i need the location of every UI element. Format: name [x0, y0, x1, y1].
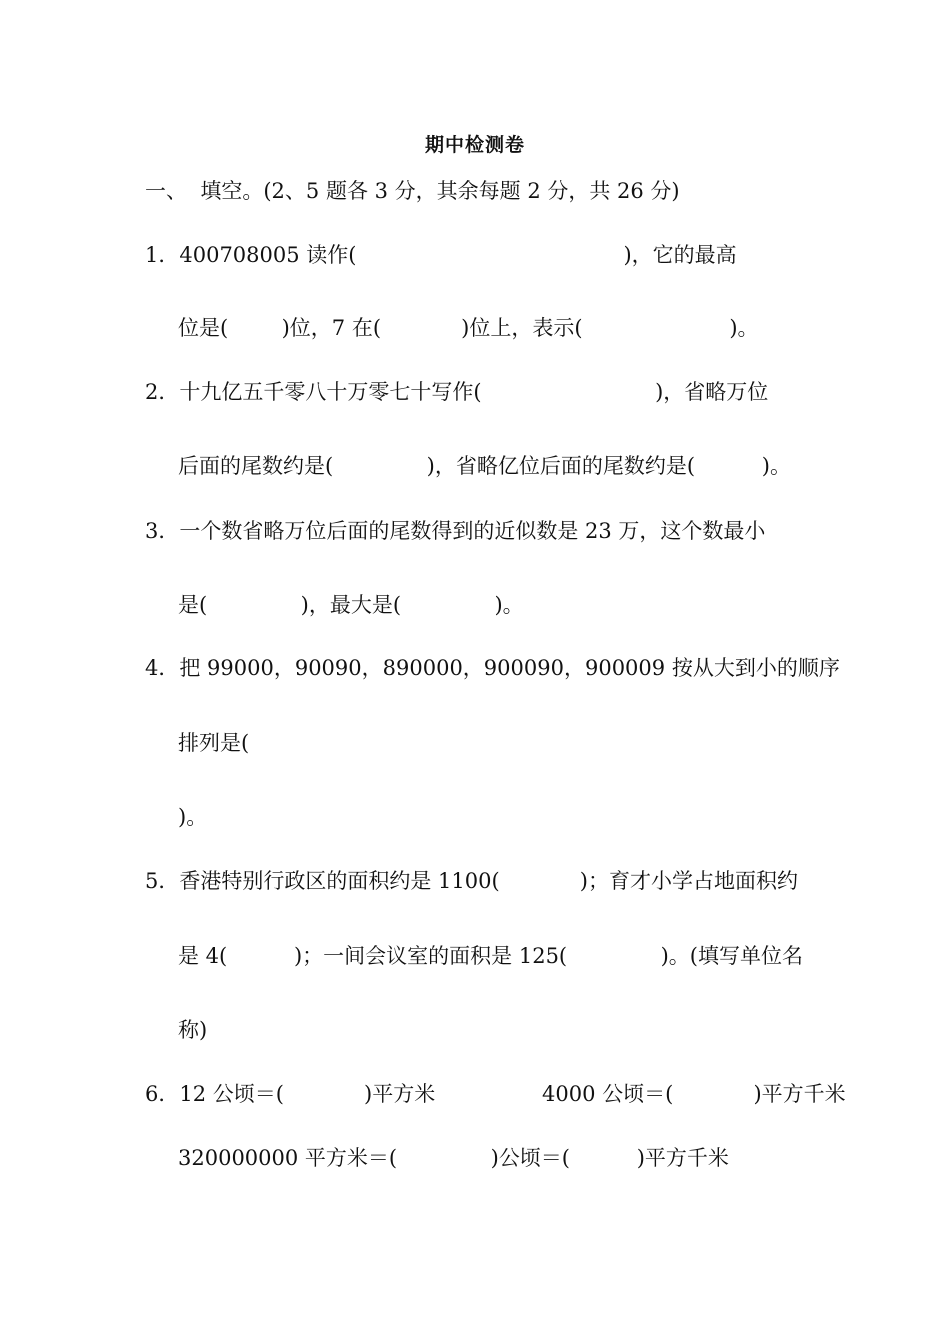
question-1-line-1: 1．400708005 读作( )，它的最高: [145, 243, 737, 267]
question-6-line-2: 320000000 平方米＝( )公顷＝( )平方千米: [178, 1146, 729, 1170]
page-title: 期中检测卷: [424, 134, 525, 156]
question-5-line-3: 称): [178, 1018, 208, 1042]
question-4-line-2: 排列是(: [178, 731, 250, 755]
question-3-line-2: 是( )，最大是( )。: [178, 593, 524, 617]
question-1-line-2: 位是( )位，7 在( )位上，表示( )。: [178, 316, 759, 340]
question-5-line-2: 是 4( )；一间会议室的面积是 125( )。(填写单位名: [178, 944, 803, 968]
question-2-line-2: 后面的尾数约是( )，省略亿位后面的尾数约是( )。: [178, 454, 791, 478]
question-4-line-3: )。: [178, 805, 208, 829]
question-6-line-1: 6．12 公顷＝( )平方米 4000 公顷＝( )平方千米: [145, 1082, 846, 1106]
section-heading: 一、 填空。(2、5 题各 3 分，其余每题 2 分，共 26 分): [145, 179, 680, 203]
question-3-line-1: 3．一个数省略万位后面的尾数得到的近似数是 23 万，这个数最小: [145, 519, 766, 543]
question-5-line-1: 5．香港特别行政区的面积约是 1100( )；育才小学占地面积约: [145, 869, 798, 893]
question-2-line-1: 2．十九亿五千零八十万零七十写作( )，省略万位: [145, 380, 769, 404]
question-4-line-1: 4．把 99000，90090，890000，900090，900009 按从大到小的顺序: [145, 656, 840, 680]
